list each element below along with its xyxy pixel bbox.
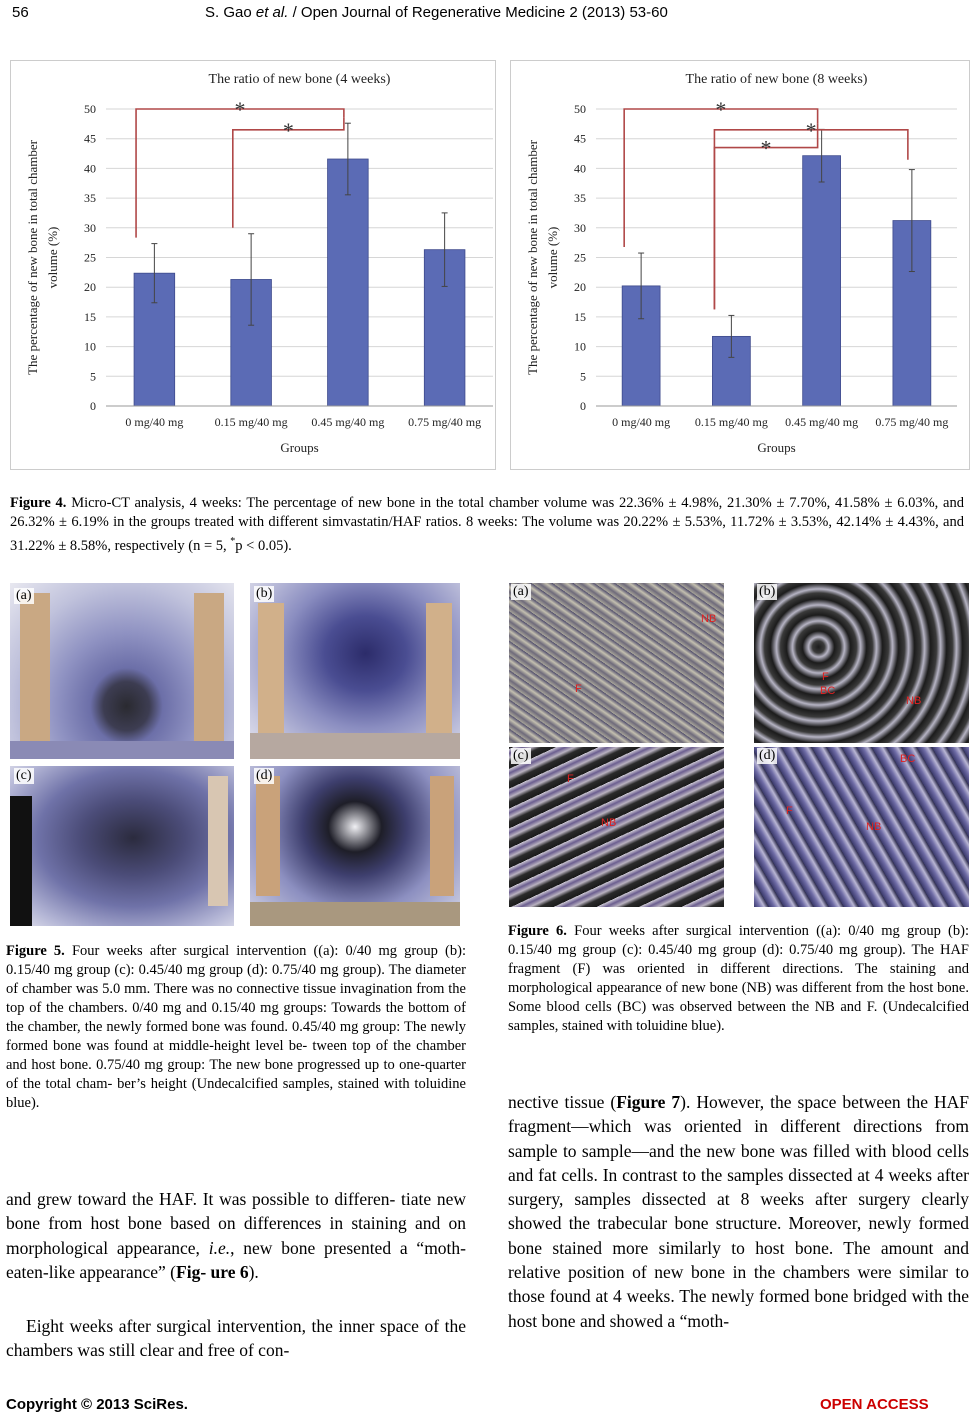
y-tick-label: 40 — [84, 161, 96, 176]
x-tick-label: 0.15 mg/40 mg — [214, 415, 288, 429]
y-tick-label: 30 — [84, 220, 96, 235]
figure5-panel-c — [10, 766, 234, 926]
significance-star: * — [282, 117, 294, 143]
figure5-label-c: (c) — [16, 768, 32, 783]
figure6-panel-a — [509, 583, 724, 743]
chart-8-weeks — [510, 60, 970, 470]
body-right-paragraph — [508, 1090, 969, 1333]
x-tick-label: 0.15 mg/40 mg — [694, 415, 768, 429]
significance-star: * — [760, 135, 772, 161]
figure5-panel-a — [10, 583, 234, 759]
figure5-caption-text: Four weeks after surgical intervention ((a): 0/40 mg group (b): 0.15/40 mg group (c): 0.45/40 mg group (d): 0.75/40 mg group). The diameter of chamber was 5.0 mm. There was no connective tissue invagination from the top of the chambers. 0/40 mg and 0.15/40 mg groups: Towards the bottom of the chamber, the newly formed bone was found. 0.45/40 mg group: The newly formed bone was found at middle-height level be- tween top of the chamber and host bone. 0.75/40 mg group: The new bone progressed up to one-quarter of the total cham- ber’s height (Undecalcified samples, stained with toluidine blue). — [6, 943, 466, 1111]
running-title-journal: / Open Journal of Regenerative Medicine 2 (2013) 53-60 — [292, 4, 668, 21]
y-tick-label: 45 — [574, 131, 586, 146]
x-axis-label: Groups — [757, 440, 796, 455]
figure4-text: Micro-CT analysis, 4 weeks: The percentage of new bone in the total chamber volume was 22.36% ± 4.98%, 21.30% ± 7.70%, 41.58% ± 6.03%, and 26.32% ± 6.19% in the groups treated with different simvastatin/HAF ratios. 8 weeks: The volume was 20.22% ± 5.53%, 11.72% ± 3.53%, 42.14% ± 4.43%, and 31.22% ± 8.58%, respectively (n = 5, — [10, 495, 964, 554]
figure4-label: Figure 4. — [10, 495, 67, 511]
figure6-c-f: F — [567, 773, 574, 785]
y-tick-label: 45 — [84, 131, 96, 146]
body-left-paragraph-1 — [6, 1187, 466, 1284]
page-number: 56 — [12, 4, 29, 21]
figure6-panel-c — [509, 747, 724, 907]
footer-copyright: Copyright © 2013 SciRes. — [6, 1396, 188, 1413]
y-tick-label: 15 — [84, 309, 96, 324]
chart-title: The ratio of new bone (8 weeks) — [685, 72, 868, 87]
figure5-panel-d — [250, 766, 460, 926]
figure6-caption-text: Four weeks after surgical intervention ((a): 0/40 mg group (b): 0.15/40 mg group (c): 0.45/40 mg group (d): 0.75/40 mg group). The HAF fragment (F) was oriented in different directions. The staining and morphological appearance of new bone (NB) was different from the host bone. Some blood cells (BC) was observed between the NB and F. (Undecalcified samples, stained with toluidine blue). — [508, 923, 969, 1034]
figure6-label-a: (a) — [513, 584, 529, 599]
significance-star: * — [234, 97, 246, 122]
y-tick-label: 0 — [90, 399, 96, 413]
x-axis-label: Groups — [280, 440, 319, 455]
body-left-figure-ref: Fig- ure 6 — [176, 1261, 249, 1282]
figure5-panel-b — [250, 583, 460, 759]
figure5-caption — [6, 942, 466, 1113]
figure6-b-bc: BC — [820, 685, 836, 697]
body-left-text-a: and grew toward the HAF. It was possible to differen- tiate new bone from host bone based on differences in staining and on morphological appearance, — [6, 1189, 466, 1258]
x-tick-label: 0.75 mg/40 mg — [875, 415, 949, 429]
y-tick-label: 50 — [84, 102, 96, 116]
x-tick-label: 0.45 mg/40 mg — [311, 415, 385, 429]
figure6-c-nb: NB — [601, 817, 617, 829]
bar — [328, 159, 369, 406]
x-tick-label: 0 mg/40 mg — [612, 415, 671, 429]
body-left-text-b: , new bone presented a “moth-eaten-like appearance” ( — [6, 1237, 466, 1282]
y-axis-label: The percentage of new bone in total chamber volume (%) — [525, 140, 560, 375]
y-tick-label: 5 — [90, 369, 96, 384]
running-title-etal: et al. — [255, 4, 289, 21]
y-tick-label: 20 — [574, 280, 586, 295]
y-tick-label: 10 — [574, 339, 586, 354]
figure6-b-f: F — [822, 671, 829, 683]
figure6-d-f: F — [786, 805, 793, 817]
figure6-a-nb: NB — [701, 613, 717, 625]
running-title-authors: S. Gao — [205, 4, 252, 21]
figure6-a-f: F — [575, 683, 582, 695]
figure6-caption — [508, 922, 969, 1036]
significance-star: * — [805, 117, 817, 143]
chart-title: The ratio of new bone (4 weeks) — [208, 72, 391, 87]
figure6-caption-label: Figure 6. — [508, 923, 567, 939]
y-tick-label: 30 — [574, 220, 586, 235]
x-tick-label: 0.45 mg/40 mg — [785, 415, 859, 429]
body-right-figure-ref: Figure 7 — [616, 1092, 681, 1112]
body-right-text-b: ). However, the space between the HAF fragment—which was oriented in different directions from sample to sample—and the new bone was filled with blood cells and fat cells. In contrast to the samples dissected at 4 weeks after surgery, samples dissected at 8 weeks after surgery clearly showed the trabecular bone structure. Moreover, newly formed bone stained more similarly to host bone. The amount and relative position of new bone in the chambers were similar to those found at 4 weeks. The newly formed bone bridged with the host bone and showed a “moth- — [508, 1092, 969, 1331]
y-tick-label: 25 — [84, 250, 96, 265]
figure6-b-nb: NB — [906, 695, 922, 707]
figure4-tail: p < 0.05). — [235, 537, 292, 554]
significance-bracket — [136, 109, 344, 238]
figure5-caption-label: Figure 5. — [6, 943, 65, 959]
figure6-label-c: (c) — [513, 748, 529, 763]
significance-star: * — [715, 97, 727, 122]
chart-4-weeks — [10, 60, 496, 470]
chart-8-weeks-svg — [511, 61, 970, 471]
figure4-caption — [10, 494, 964, 556]
x-tick-label: 0 mg/40 mg — [125, 415, 184, 429]
body-left-text-c: ). — [248, 1261, 259, 1282]
y-tick-label: 20 — [84, 280, 96, 295]
figure6-panel-b — [754, 583, 969, 743]
body-left-ie: i.e. — [208, 1237, 231, 1258]
y-tick-label: 50 — [574, 102, 586, 116]
body-left-paragraph-2: Eight weeks after surgical intervention, the inner space of the chambers was still clear and free of con- — [6, 1316, 466, 1361]
y-tick-label: 15 — [574, 309, 586, 324]
body-right-text-a: nective tissue ( — [508, 1092, 617, 1112]
figure6-label-d: (d) — [759, 748, 776, 763]
y-tick-label: 40 — [574, 161, 586, 176]
running-title — [205, 4, 668, 21]
figure4-sup: * — [230, 536, 236, 547]
figure6-d-nb: NB — [866, 821, 882, 833]
x-tick-label: 0.75 mg/40 mg — [408, 415, 482, 429]
figure6-label-b: (b) — [759, 584, 776, 599]
y-tick-label: 10 — [84, 339, 96, 354]
figure5-label-b: (b) — [256, 586, 273, 601]
y-tick-label: 5 — [580, 369, 586, 384]
figure5-label-a: (a) — [16, 588, 32, 603]
figure6-panel-d — [754, 747, 969, 907]
y-axis-label: The percentage of new bone in total chamber volume (%) — [25, 140, 60, 375]
footer-open-access: OPEN ACCESS — [820, 1396, 929, 1413]
bar — [803, 156, 841, 406]
figure6-d-bc: BC — [900, 753, 916, 765]
y-tick-label: 35 — [84, 191, 96, 206]
chart-4-weeks-svg — [11, 61, 497, 471]
y-tick-label: 25 — [574, 250, 586, 265]
y-tick-label: 0 — [580, 399, 586, 413]
figure5-label-d: (d) — [256, 768, 273, 783]
y-tick-label: 35 — [574, 191, 586, 206]
